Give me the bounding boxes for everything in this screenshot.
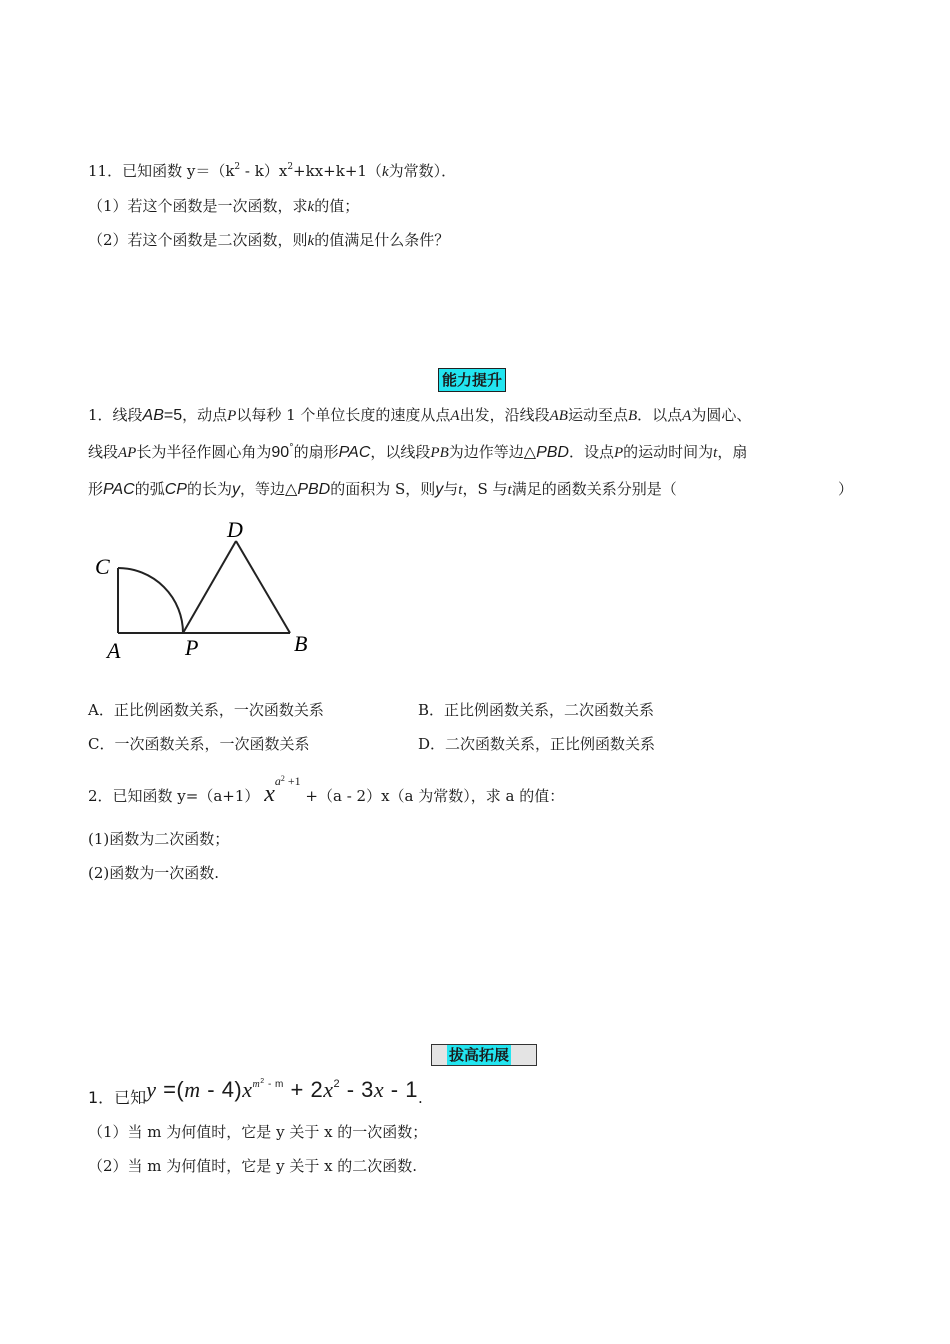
- text: +（a - 2）x（a 为常数），求 a 的值：: [305, 787, 565, 805]
- text: ，等边: [240, 480, 286, 498]
- text: ，S 与: [462, 480, 508, 498]
- var-a: A: [450, 408, 460, 424]
- text: 2．已知函数 y=（a+1）: [88, 787, 260, 805]
- section-heading-ability: 能力提升: [438, 368, 506, 392]
- var-a: A: [682, 408, 692, 424]
- segment-pd: [183, 541, 236, 633]
- text: 形: [88, 480, 104, 498]
- exponent: [275, 774, 301, 788]
- var-pbd: PBD: [536, 444, 569, 461]
- triangle-symbol: △: [285, 481, 298, 498]
- q11-var-k: k: [381, 164, 389, 180]
- segment-db: [236, 541, 290, 633]
- text: 运动至点: [567, 406, 628, 424]
- q11-stem: [88, 160, 456, 183]
- ability-q1-line3: [88, 478, 677, 501]
- q11-stem-text: +kx+k+1（: [293, 162, 382, 180]
- text: ．以点: [637, 406, 683, 424]
- extension-q1-part2: （2）当 m 为何值时，它是 y 关于 x 的二次函数.: [88, 1157, 418, 1175]
- q11-part2-text: 的值满足什么条件？: [314, 231, 450, 249]
- f-sup: 2: [333, 1078, 341, 1090]
- var-t: t: [713, 445, 718, 461]
- text: 1．线段: [88, 406, 143, 424]
- label-b: B: [294, 631, 308, 656]
- f-minus3: - 3: [340, 1077, 374, 1102]
- q11-part1-text: 的值；: [314, 197, 360, 215]
- text: .: [417, 1089, 423, 1107]
- exp-sup: 2: [280, 774, 285, 783]
- value-5: =5: [163, 407, 183, 424]
- f-x: x: [242, 1077, 253, 1102]
- var-b: B: [627, 408, 638, 424]
- text: 为圆心、: [691, 406, 752, 424]
- option-c[interactable]: C．一次函数关系，一次函数关系: [88, 735, 310, 753]
- text: 出发，沿线段: [459, 406, 550, 424]
- section-heading-extension: 拔高拓展: [449, 1046, 510, 1064]
- f-x: x: [373, 1077, 385, 1102]
- label-d: D: [227, 517, 243, 542]
- exp-plus1: +1: [284, 774, 301, 788]
- option-b[interactable]: B．正比例函数关系，二次函数关系: [418, 701, 655, 719]
- f-eq: =(: [156, 1077, 185, 1102]
- var-t: t: [458, 482, 463, 498]
- extension-q1-stem: [88, 1077, 423, 1115]
- text: 的弧: [134, 480, 165, 498]
- q11-part1-text: （1）若这个函数是一次函数，求: [88, 197, 308, 215]
- q11-var-k: k: [307, 233, 315, 249]
- ability-q2-stem: [88, 774, 565, 810]
- f-plus2: + 2: [283, 1077, 324, 1102]
- geometry-figure: [88, 515, 328, 665]
- text: 与: [443, 480, 459, 498]
- text: 满足的函数关系分别是（: [511, 480, 677, 498]
- text: 的运动时间为: [623, 443, 714, 461]
- option-d[interactable]: D．二次函数关系，正比例函数关系: [418, 735, 656, 753]
- ability-q2-part2: (2)函数为一次函数.: [88, 864, 220, 882]
- text: 线段: [88, 443, 119, 461]
- f-y: y: [146, 1077, 157, 1102]
- extension-q1-part1: （1）当 m 为何值时，它是 y 关于 x 的一次函数；: [88, 1123, 428, 1141]
- text: ．设点: [568, 443, 614, 461]
- text: 的面积为 S，则: [330, 480, 436, 498]
- var-x: x: [264, 781, 275, 807]
- f-minus4: - 4): [200, 1077, 243, 1102]
- text: 1．已知: [88, 1088, 147, 1107]
- answer-close-paren: ）: [838, 480, 854, 498]
- text: 的长为: [186, 480, 232, 498]
- var-pb: PB: [430, 445, 449, 461]
- ability-q1-line2: [88, 441, 747, 464]
- q11-stem-text: 为常数）．: [388, 162, 457, 180]
- var-t: t: [507, 482, 512, 498]
- label-a: A: [107, 638, 121, 663]
- text: ，扇: [717, 443, 748, 461]
- var-p: P: [227, 408, 237, 424]
- f-m: m: [184, 1077, 201, 1102]
- var-pbd: PBD: [297, 481, 331, 498]
- q11-sup: 2: [287, 162, 294, 172]
- var-ab: AB: [142, 407, 164, 424]
- f-exponent: [253, 1079, 284, 1090]
- value-90: 90: [271, 444, 290, 461]
- f-exp-sup: 2: [260, 1078, 265, 1085]
- formula: [146, 1077, 418, 1102]
- text: ，以线段: [370, 443, 431, 461]
- q11-stem-text: 11．已知函数 y＝（k: [88, 162, 235, 180]
- var-ab: AB: [549, 408, 568, 424]
- var-pac: PAC: [338, 444, 371, 461]
- q11-sup: 2: [234, 162, 241, 172]
- text: 为边作等边: [448, 443, 524, 461]
- f-minus1: - 1: [384, 1077, 418, 1102]
- var-pac: PAC: [103, 481, 135, 498]
- var-y: y: [232, 481, 240, 498]
- f-exp-m: m: [252, 1079, 261, 1090]
- f-exp-minus-m: - m: [264, 1079, 284, 1090]
- text: 以每秒 1 个单位长度的速度从点: [236, 406, 451, 424]
- text: 长为半径作圆心角为: [136, 443, 272, 461]
- q11-stem-text: - k）x: [240, 162, 288, 180]
- triangle-symbol: △: [523, 444, 537, 461]
- q11-var-k: k: [307, 199, 315, 215]
- label-c: C: [95, 554, 110, 579]
- label-p: P: [185, 635, 199, 660]
- q11-part2-text: （2）若这个函数是二次函数，则: [88, 231, 308, 249]
- q11-part1: [88, 195, 359, 218]
- ability-q2-part1: (1)函数为二次函数；: [88, 830, 230, 848]
- ability-q1-line1: [88, 404, 751, 427]
- var-cp: CP: [164, 481, 187, 498]
- degree-sign: °: [289, 443, 294, 453]
- exp-a: a: [274, 774, 281, 788]
- q11-part2: [88, 229, 449, 252]
- option-a[interactable]: A．正比例函数关系，一次函数关系: [88, 701, 324, 719]
- var-ap: AP: [118, 445, 137, 461]
- text: 的扇形: [293, 443, 339, 461]
- var-y: y: [435, 481, 444, 498]
- f-x: x: [323, 1077, 334, 1102]
- var-p: P: [613, 445, 624, 461]
- arc-cp: [118, 568, 183, 633]
- text: ，动点: [182, 406, 228, 424]
